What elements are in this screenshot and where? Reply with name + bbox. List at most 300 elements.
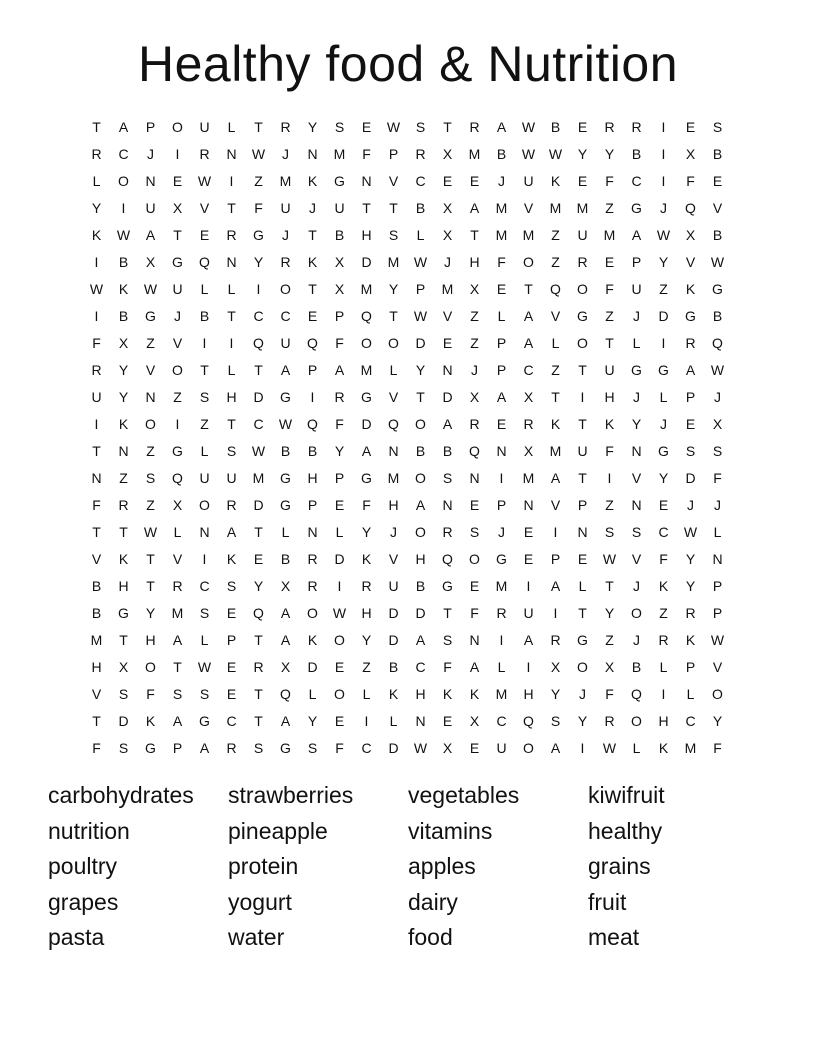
grid-letter: P bbox=[334, 469, 345, 486]
grid-letter: D bbox=[253, 388, 264, 405]
grid-letter: R bbox=[469, 415, 480, 432]
grid-letter: W bbox=[683, 523, 698, 540]
grid-letter: S bbox=[415, 118, 426, 135]
grid-letter: G bbox=[199, 712, 210, 729]
grid-letter: V bbox=[172, 550, 183, 567]
grid-letter: P bbox=[577, 496, 588, 513]
grid-letter: M bbox=[90, 631, 103, 648]
grid-letter: G bbox=[685, 307, 696, 324]
grid-letter: T bbox=[92, 523, 101, 540]
grid-letter: P bbox=[307, 361, 318, 378]
grid-letter: T bbox=[173, 226, 182, 243]
grid-letter: S bbox=[253, 739, 264, 756]
grid-letter: T bbox=[605, 577, 614, 594]
grid-letter: T bbox=[578, 361, 587, 378]
grid-letter: A bbox=[226, 523, 237, 540]
grid-letter: B bbox=[415, 577, 426, 594]
grid-letter: G bbox=[658, 442, 669, 459]
grid-letter: I bbox=[175, 415, 180, 432]
grid-letter: P bbox=[550, 550, 561, 567]
grid-letter: V bbox=[91, 685, 102, 702]
grid-letter: F bbox=[362, 145, 371, 162]
grid-letter: R bbox=[118, 496, 129, 513]
grid-letter: R bbox=[361, 577, 372, 594]
word-list-item: yogurt bbox=[228, 888, 292, 915]
grid-letter: G bbox=[631, 361, 642, 378]
grid-letter: P bbox=[496, 496, 507, 513]
grid-letter: X bbox=[604, 658, 615, 675]
grid-letter: I bbox=[175, 145, 180, 162]
grid-letter: I bbox=[553, 523, 558, 540]
grid-letter: K bbox=[442, 685, 453, 702]
grid-letter: W bbox=[710, 253, 725, 270]
grid-letter: G bbox=[712, 280, 723, 297]
grid-letter: S bbox=[199, 604, 210, 621]
grid-letter: L bbox=[173, 523, 182, 540]
grid-letter: N bbox=[577, 523, 588, 540]
grid-letter: J bbox=[633, 631, 640, 648]
grid-letter: Z bbox=[659, 604, 668, 621]
grid-letter: P bbox=[712, 577, 723, 594]
grid-letter: G bbox=[361, 469, 372, 486]
grid-letter: T bbox=[92, 712, 101, 729]
grid-letter: A bbox=[550, 739, 561, 756]
grid-letter: N bbox=[361, 172, 372, 189]
grid-letter: H bbox=[91, 658, 102, 675]
grid-letter: J bbox=[282, 145, 289, 162]
grid-letter: Z bbox=[254, 172, 263, 189]
grid-letter: F bbox=[497, 253, 506, 270]
grid-letter: B bbox=[91, 577, 102, 594]
word-list-item: kiwifruit bbox=[588, 782, 665, 808]
grid-letter: Y bbox=[118, 388, 129, 405]
grid-letter: L bbox=[200, 631, 209, 648]
grid-letter: G bbox=[253, 226, 264, 243]
grid-letter: L bbox=[713, 523, 722, 540]
grid-letter: K bbox=[91, 226, 102, 243]
grid-letter: F bbox=[713, 469, 722, 486]
word-list-item: poultry bbox=[48, 853, 118, 879]
grid-letter: E bbox=[442, 334, 453, 351]
grid-letter: U bbox=[199, 469, 210, 486]
grid-letter: S bbox=[307, 739, 318, 756]
grid-letter: R bbox=[442, 523, 453, 540]
grid-letter: H bbox=[604, 388, 615, 405]
grid-letter: M bbox=[252, 469, 265, 486]
grid-letter: X bbox=[118, 334, 129, 351]
grid-letter: W bbox=[602, 550, 617, 567]
grid-letter: Q bbox=[631, 685, 642, 702]
grid-letter: E bbox=[577, 550, 588, 567]
grid-letter: D bbox=[415, 604, 426, 621]
grid-letter: I bbox=[661, 334, 666, 351]
grid-letter: E bbox=[577, 172, 588, 189]
grid-letter: S bbox=[226, 442, 237, 459]
grid-letter: G bbox=[280, 739, 291, 756]
grid-letter: B bbox=[91, 604, 102, 621]
grid-letter: I bbox=[526, 658, 531, 675]
grid-letter: M bbox=[387, 469, 400, 486]
grid-letter: Z bbox=[146, 334, 155, 351]
grid-letter: T bbox=[443, 604, 452, 621]
grid-letter: F bbox=[605, 280, 614, 297]
grid-letter: V bbox=[442, 307, 453, 324]
grid-letter: U bbox=[523, 172, 534, 189]
grid-letter: F bbox=[605, 442, 614, 459]
grid-letter: G bbox=[145, 739, 156, 756]
grid-letter: H bbox=[523, 685, 534, 702]
grid-letter: I bbox=[661, 145, 666, 162]
grid-letter: X bbox=[442, 145, 453, 162]
grid-letter: Y bbox=[334, 442, 345, 459]
grid-letter: J bbox=[282, 226, 289, 243]
grid-letter: Y bbox=[712, 712, 723, 729]
grid-letter: O bbox=[415, 523, 426, 540]
grid-letter: I bbox=[94, 415, 99, 432]
grid-letter: S bbox=[118, 685, 129, 702]
grid-letter: U bbox=[334, 199, 345, 216]
grid-letter: G bbox=[334, 172, 345, 189]
grid-letter: O bbox=[523, 253, 534, 270]
grid-letter: J bbox=[660, 415, 667, 432]
grid-letter: O bbox=[577, 280, 588, 297]
grid-letter: E bbox=[523, 550, 534, 567]
grid-letter: P bbox=[496, 361, 507, 378]
grid-letter: X bbox=[172, 496, 183, 513]
grid-letter: K bbox=[658, 577, 669, 594]
grid-letter: W bbox=[197, 172, 212, 189]
grid-letter: U bbox=[172, 280, 183, 297]
grid-letter: G bbox=[280, 388, 291, 405]
grid-letter: O bbox=[145, 658, 156, 675]
grid-letter: K bbox=[604, 415, 615, 432]
grid-letter: T bbox=[605, 334, 614, 351]
grid-letter: A bbox=[469, 199, 480, 216]
grid-letter: M bbox=[549, 442, 562, 459]
grid-letter: X bbox=[172, 199, 183, 216]
grid-letter: N bbox=[523, 496, 534, 513]
grid-letter: A bbox=[172, 712, 183, 729]
grid-letter: K bbox=[307, 172, 318, 189]
grid-letter: H bbox=[415, 685, 426, 702]
grid-letter: P bbox=[145, 118, 156, 135]
grid-letter: B bbox=[388, 658, 399, 675]
grid-letter: L bbox=[389, 712, 398, 729]
grid-letter: Q bbox=[199, 253, 210, 270]
grid-letter: Y bbox=[604, 145, 615, 162]
grid-letter: I bbox=[310, 388, 315, 405]
grid-letter: D bbox=[361, 253, 372, 270]
grid-letter: K bbox=[685, 631, 696, 648]
grid-letter: K bbox=[145, 712, 156, 729]
grid-letter: K bbox=[550, 172, 561, 189]
grid-letter: O bbox=[469, 550, 480, 567]
grid-letter: Q bbox=[523, 712, 534, 729]
grid-letter: E bbox=[685, 118, 696, 135]
grid-letter: N bbox=[145, 172, 156, 189]
grid-letter: X bbox=[523, 388, 534, 405]
grid-letter: Q bbox=[685, 199, 696, 216]
grid-letter: M bbox=[522, 469, 535, 486]
grid-letter: A bbox=[550, 577, 561, 594]
grid-letter: Y bbox=[307, 118, 318, 135]
word-list-item: protein bbox=[228, 853, 299, 879]
grid-letter: W bbox=[710, 631, 725, 648]
grid-letter: T bbox=[578, 469, 587, 486]
grid-letter: A bbox=[118, 118, 129, 135]
grid-letter: Q bbox=[280, 685, 291, 702]
grid-letter: E bbox=[496, 415, 507, 432]
grid-letter: L bbox=[578, 577, 587, 594]
grid-letter: V bbox=[388, 388, 399, 405]
grid-letter: N bbox=[496, 442, 507, 459]
grid-letter: N bbox=[145, 388, 156, 405]
grid-letter: G bbox=[172, 253, 183, 270]
grid-letter: E bbox=[334, 712, 345, 729]
grid-letter: J bbox=[633, 388, 640, 405]
grid-letter: E bbox=[604, 253, 615, 270]
grid-letter: T bbox=[227, 415, 236, 432]
grid-letter: N bbox=[307, 523, 318, 540]
grid-letter: C bbox=[280, 307, 291, 324]
grid-letter: T bbox=[254, 685, 263, 702]
grid-letter: J bbox=[444, 253, 451, 270]
grid-letter: L bbox=[92, 172, 101, 189]
grid-letter: S bbox=[199, 388, 210, 405]
grid-letter: I bbox=[526, 577, 531, 594]
grid-letter: E bbox=[712, 172, 723, 189]
grid-letter: N bbox=[712, 550, 723, 567]
grid-letter: J bbox=[309, 199, 316, 216]
grid-letter: B bbox=[415, 199, 426, 216]
grid-letter: Z bbox=[605, 496, 614, 513]
grid-letter: I bbox=[364, 712, 369, 729]
grid-letter: F bbox=[92, 496, 101, 513]
grid-letter: V bbox=[91, 550, 102, 567]
grid-letter: O bbox=[172, 361, 183, 378]
grid-letter: W bbox=[143, 280, 158, 297]
grid-letter: M bbox=[495, 685, 508, 702]
grid-letter: W bbox=[602, 739, 617, 756]
grid-letter: O bbox=[523, 739, 534, 756]
grid-letter: B bbox=[496, 145, 507, 162]
grid-letter: L bbox=[200, 280, 209, 297]
grid-letter: S bbox=[712, 442, 723, 459]
grid-letter: H bbox=[388, 496, 399, 513]
grid-letter: Z bbox=[119, 469, 128, 486]
grid-letter: L bbox=[308, 685, 317, 702]
grid-letter: A bbox=[145, 226, 156, 243]
grid-letter: B bbox=[280, 550, 291, 567]
grid-letter: B bbox=[631, 145, 642, 162]
grid-letter: S bbox=[118, 739, 129, 756]
grid-letter: U bbox=[388, 577, 399, 594]
grid-letter: T bbox=[146, 550, 155, 567]
grid-letter: S bbox=[550, 712, 561, 729]
grid-letter: S bbox=[334, 118, 345, 135]
grid-letter: G bbox=[496, 550, 507, 567]
grid-letter: O bbox=[631, 604, 642, 621]
grid-letter: O bbox=[577, 334, 588, 351]
grid-letter: E bbox=[577, 118, 588, 135]
grid-letter: I bbox=[229, 172, 234, 189]
grid-letter: E bbox=[334, 496, 345, 513]
grid-letter: D bbox=[442, 388, 453, 405]
grid-letter: X bbox=[442, 739, 453, 756]
grid-letter: D bbox=[388, 604, 399, 621]
grid-letter: E bbox=[253, 550, 264, 567]
grid-letter: M bbox=[684, 739, 697, 756]
grid-letter: I bbox=[607, 469, 612, 486]
grid-letter: P bbox=[712, 604, 723, 621]
grid-letter: S bbox=[685, 442, 696, 459]
grid-letter: R bbox=[253, 658, 264, 675]
grid-letter: Y bbox=[253, 577, 264, 594]
grid-letter: W bbox=[521, 145, 536, 162]
grid-letter: Z bbox=[605, 199, 614, 216]
grid-letter: H bbox=[307, 469, 318, 486]
grid-letter: T bbox=[119, 523, 128, 540]
grid-letter: T bbox=[578, 604, 587, 621]
grid-letter: T bbox=[470, 226, 479, 243]
grid-letter: C bbox=[631, 172, 642, 189]
word-list bbox=[48, 778, 768, 956]
grid-letter: Z bbox=[470, 334, 479, 351]
grid-letter: L bbox=[416, 226, 425, 243]
word-list-item: meat bbox=[588, 924, 640, 950]
grid-letter: Z bbox=[551, 361, 560, 378]
grid-letter: R bbox=[226, 226, 237, 243]
grid-letter: O bbox=[172, 118, 183, 135]
grid-letter: L bbox=[362, 685, 371, 702]
grid-letter: C bbox=[658, 523, 669, 540]
grid-letter: F bbox=[713, 739, 722, 756]
grid-letter: G bbox=[280, 469, 291, 486]
grid-letter: T bbox=[254, 523, 263, 540]
grid-letter: A bbox=[523, 631, 534, 648]
grid-letter: F bbox=[470, 604, 479, 621]
grid-letter: B bbox=[712, 226, 723, 243]
grid-letter: X bbox=[280, 658, 291, 675]
grid-letter: C bbox=[685, 712, 696, 729]
grid-letter: L bbox=[227, 118, 236, 135]
grid-letter: Q bbox=[307, 415, 318, 432]
grid-letter: U bbox=[280, 199, 291, 216]
grid-letter: W bbox=[197, 658, 212, 675]
grid-letter: M bbox=[576, 199, 589, 216]
grid-letter: N bbox=[415, 712, 426, 729]
grid-letter: I bbox=[580, 388, 585, 405]
grid-letter: V bbox=[145, 361, 156, 378]
grid-letter: Y bbox=[91, 199, 102, 216]
letter-grid bbox=[83, 113, 731, 761]
grid-letter: U bbox=[496, 739, 507, 756]
grid-letter: Y bbox=[685, 577, 696, 594]
grid-letter: Y bbox=[550, 685, 561, 702]
grid-letter: I bbox=[94, 253, 99, 270]
grid-letter: E bbox=[496, 280, 507, 297]
grid-letter: J bbox=[498, 172, 505, 189]
grid-letter: N bbox=[469, 469, 480, 486]
grid-letter: B bbox=[280, 442, 291, 459]
grid-letter: S bbox=[442, 631, 453, 648]
grid-letter: N bbox=[226, 253, 237, 270]
grid-letter: E bbox=[442, 712, 453, 729]
grid-letter: E bbox=[199, 226, 210, 243]
grid-letter: G bbox=[658, 361, 669, 378]
grid-letter: F bbox=[92, 739, 101, 756]
grid-letter: R bbox=[469, 118, 480, 135]
grid-letter: M bbox=[279, 172, 292, 189]
grid-letter: W bbox=[386, 118, 401, 135]
grid-letter: Q bbox=[253, 334, 264, 351]
grid-letter: W bbox=[413, 739, 428, 756]
grid-letter: E bbox=[226, 685, 237, 702]
grid-letter: P bbox=[307, 496, 318, 513]
grid-letter: R bbox=[523, 415, 534, 432]
grid-letter: G bbox=[172, 442, 183, 459]
grid-letter: Z bbox=[470, 307, 479, 324]
grid-letter: K bbox=[469, 685, 480, 702]
grid-letter: F bbox=[335, 739, 344, 756]
grid-letter: L bbox=[686, 685, 695, 702]
grid-letter: C bbox=[253, 415, 264, 432]
grid-letter: T bbox=[578, 415, 587, 432]
grid-letter: J bbox=[714, 388, 721, 405]
puzzle-title: Healthy food & Nutrition bbox=[137, 36, 679, 92]
grid-letter: L bbox=[659, 388, 668, 405]
grid-letter: T bbox=[227, 307, 236, 324]
grid-letter: P bbox=[388, 145, 399, 162]
grid-letter: A bbox=[172, 631, 183, 648]
grid-letter: O bbox=[388, 334, 399, 351]
word-list-item: apples bbox=[408, 853, 476, 879]
grid-letter: N bbox=[442, 361, 453, 378]
grid-letter: T bbox=[173, 658, 182, 675]
grid-letter: K bbox=[361, 550, 372, 567]
grid-letter: X bbox=[712, 415, 723, 432]
grid-letter: Y bbox=[658, 469, 669, 486]
grid-letter: O bbox=[631, 712, 642, 729]
grid-letter: T bbox=[146, 577, 155, 594]
grid-letter: V bbox=[550, 496, 561, 513]
grid-letter: W bbox=[710, 361, 725, 378]
grid-letter: I bbox=[553, 604, 558, 621]
grid-letter: Z bbox=[362, 658, 371, 675]
grid-letter: Y bbox=[577, 145, 588, 162]
grid-letter: A bbox=[496, 388, 507, 405]
grid-letter: L bbox=[335, 523, 344, 540]
grid-letter: A bbox=[280, 712, 291, 729]
grid-letter: R bbox=[226, 739, 237, 756]
grid-letter: I bbox=[121, 199, 126, 216]
grid-letter: L bbox=[632, 739, 641, 756]
grid-letter: N bbox=[442, 496, 453, 513]
grid-letter: U bbox=[226, 469, 237, 486]
grid-letter: T bbox=[254, 118, 263, 135]
word-list-item: grapes bbox=[48, 888, 119, 915]
grid-letter: N bbox=[631, 496, 642, 513]
grid-letter: L bbox=[200, 442, 209, 459]
grid-letter: V bbox=[712, 199, 723, 216]
grid-letter: C bbox=[118, 145, 129, 162]
grid-letter: H bbox=[658, 712, 669, 729]
grid-letter: U bbox=[199, 118, 210, 135]
grid-letter: W bbox=[413, 307, 428, 324]
grid-letter: P bbox=[172, 739, 183, 756]
grid-letter: X bbox=[469, 712, 480, 729]
grid-letter: J bbox=[390, 523, 397, 540]
